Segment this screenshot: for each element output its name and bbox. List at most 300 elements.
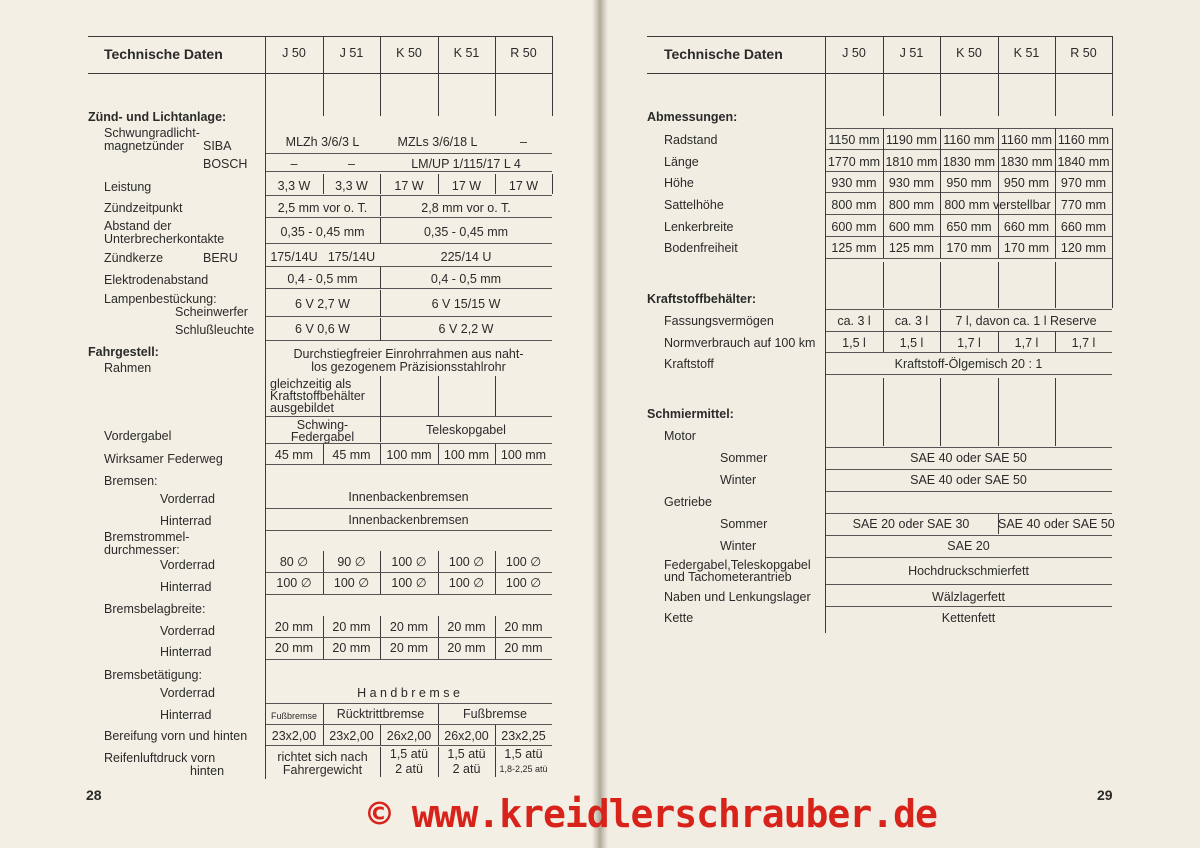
cell-value: 80 ∅ (279, 555, 309, 569)
section-heading: Fahrgestell: (88, 345, 159, 359)
cell-value: Innenbackenbremsen (348, 490, 469, 504)
column-divider (265, 73, 266, 779)
cell-value: – (520, 135, 527, 149)
cell-value: H a n d b r e m s e (357, 686, 460, 700)
row-label: Sommer (720, 451, 768, 465)
rule (265, 266, 552, 267)
row-label: Hinterrad (160, 645, 212, 659)
cell-value: 1190 mm (885, 133, 938, 147)
column-divider (825, 73, 826, 633)
cell-value: Schwing- (296, 418, 349, 432)
rule (265, 316, 552, 317)
cell-value: Federgabel (290, 430, 355, 444)
row-label: Motor (664, 429, 696, 443)
cell-value: 3,3 W (335, 179, 368, 193)
table-title: Technische Daten (104, 46, 223, 62)
row-label: hinten (190, 764, 225, 778)
column-divider (940, 378, 941, 446)
row-label: magnetzünder (104, 139, 184, 153)
row-label: Getriebe (664, 495, 712, 509)
cell-value: 23x2,00 (271, 729, 317, 743)
cell-value: 930 mm (831, 176, 877, 190)
row-label: Hinterrad (160, 708, 212, 722)
cell-value: Kettenfett (941, 611, 996, 625)
column-divider (940, 36, 941, 116)
column-divider (380, 196, 381, 216)
column-divider (380, 376, 381, 416)
row-label: Abstand der (104, 219, 172, 233)
row-label: Federgabel,Teleskopgabel (664, 558, 811, 572)
column-divider (380, 551, 381, 595)
column-divider (1055, 36, 1056, 116)
cell-value: 7 l, davon ca. 1 l Reserve (955, 314, 1097, 328)
rule (825, 469, 1112, 470)
cell-value: 600 mm (888, 220, 935, 234)
column-divider (438, 551, 439, 595)
row-label: Vorderrad (160, 624, 215, 638)
column-divider (940, 310, 941, 352)
column-divider (495, 725, 496, 745)
rule (265, 530, 552, 531)
column-divider (438, 704, 439, 724)
cell-value: 20 mm (332, 620, 371, 634)
cell-value: 1840 mm (1057, 155, 1110, 169)
rule (825, 374, 1112, 375)
book-spine (592, 0, 608, 848)
column-divider (1055, 128, 1056, 258)
cell-value: 20 mm (389, 620, 429, 634)
rule (265, 288, 552, 289)
row-label: Elektrodenabstand (104, 273, 209, 287)
rule (825, 236, 1112, 237)
cell-value: 650 mm (946, 220, 992, 234)
cell-value: 100 mm (386, 448, 432, 462)
cell-value: 26x2,00 (444, 729, 489, 743)
column-divider (438, 616, 439, 660)
cell-value: 2 atü (452, 762, 481, 776)
row-label: Reifenluftdruck vorn (104, 751, 216, 765)
rule (825, 557, 1112, 558)
cell-value: 170 mm (946, 241, 992, 255)
rule (265, 243, 552, 244)
rule (265, 745, 552, 746)
rule (265, 508, 552, 509)
column-divider (998, 514, 999, 534)
model-header: K 51 (1013, 46, 1040, 60)
cell-value: 950 mm (946, 176, 992, 190)
cell-value: 1,5 atü (389, 747, 429, 761)
cell-value: 100 ∅ (505, 555, 542, 569)
cell-value: 100 ∅ (448, 555, 485, 569)
cell-value: 20 mm (504, 641, 543, 655)
cell-value: 800 mm (888, 198, 935, 212)
cell-value: 20 mm (274, 620, 314, 634)
column-divider (438, 376, 439, 416)
column-divider (380, 725, 381, 745)
row-label: Fassungsvermögen (664, 314, 774, 328)
cell-value: 23x2,00 (329, 729, 374, 743)
column-divider (1112, 36, 1113, 116)
cell-value: 6 V 15/15 W (431, 297, 501, 311)
column-divider (380, 36, 381, 116)
model-header: K 50 (396, 46, 422, 60)
cell-value: SAE 40 oder SAE 50 (910, 473, 1027, 487)
cell-value: 0,4 - 0,5 mm (287, 272, 358, 286)
cell-value: 45 mm (332, 448, 371, 462)
cell-value: 23x2,25 (501, 729, 546, 743)
cell-value: 0,4 - 0,5 mm (430, 272, 502, 286)
cell-value: SAE 40 oder SAE 50 (998, 517, 1115, 531)
column-divider (495, 174, 496, 194)
model-header: R 50 (1070, 46, 1097, 60)
row-label: Winter (720, 473, 757, 487)
cell-value: 100 mm (500, 448, 547, 462)
cell-value: 660 mm (1060, 220, 1107, 234)
cell-value: 45 mm (274, 448, 314, 462)
column-divider (438, 36, 439, 116)
model-header: J 51 (899, 46, 924, 60)
rule (825, 535, 1112, 536)
rule (825, 606, 1112, 607)
column-divider (323, 36, 324, 116)
cell-value: 1,7 l (957, 336, 981, 350)
row-label: Hinterrad (160, 580, 212, 594)
column-divider (495, 444, 496, 464)
rule (825, 214, 1112, 215)
column-divider (495, 551, 496, 595)
row-label: Bereifung vorn und hinten (104, 729, 248, 743)
cell-value: 26x2,00 (386, 729, 432, 743)
cell-value: 1,5 l (899, 336, 924, 350)
row-label: Höhe (664, 176, 694, 190)
column-divider (323, 704, 324, 724)
cell-value: 800 mm verstellbar (944, 198, 1051, 212)
column-divider (438, 725, 439, 745)
cell-value: 20 mm (389, 641, 429, 655)
cell-value: SAE 20 (947, 539, 990, 553)
column-divider (495, 36, 496, 116)
cell-value: 1830 mm (1000, 155, 1053, 169)
cell-value: 1150 mm (828, 133, 880, 147)
row-label: Vordergabel (104, 429, 172, 443)
cell-value: 1810 mm (885, 155, 938, 169)
column-divider (380, 218, 381, 244)
row-label: Kette (664, 611, 694, 625)
cell-value: 2,8 mm vor o. T. (421, 201, 511, 215)
cell-value: 17 W (451, 179, 482, 193)
column-divider (495, 616, 496, 660)
rule (265, 464, 552, 465)
column-divider (1055, 262, 1056, 308)
row-label: Sattelhöhe (664, 198, 724, 212)
page-number: 28 (86, 787, 102, 803)
cell-value: 100 ∅ (276, 576, 312, 590)
cell-value: ca. 3 l (837, 314, 871, 328)
rule (825, 584, 1112, 585)
rule (265, 217, 552, 218)
row-label: Kraftstoff (664, 357, 714, 371)
section-heading: Kraftstoffbehälter: (647, 292, 757, 306)
cell-value: 0,35 - 0,45 mm (423, 225, 509, 239)
column-divider (380, 290, 381, 317)
cell-value: Wälzlagerfett (932, 590, 1005, 604)
model-header: K 51 (453, 46, 480, 60)
table-title: Technische Daten (664, 46, 783, 62)
cell-value: 1160 mm (1057, 133, 1110, 147)
row-label: Sommer (720, 517, 768, 531)
cell-value: SAE 40 oder SAE 50 (910, 451, 1027, 465)
cell-value: 125 mm (888, 241, 935, 255)
rule (265, 340, 552, 341)
rule (825, 171, 1112, 172)
model-header: J 50 (842, 46, 866, 60)
cell-value: 950 mm (1003, 176, 1050, 190)
column-divider (380, 318, 381, 341)
row-label: Wirksamer Federweg (104, 452, 223, 466)
row-label: Vorderrad (160, 686, 215, 700)
cell-value: 800 mm (831, 198, 877, 212)
row-label: Winter (720, 539, 757, 553)
column-divider (380, 267, 381, 289)
cell-value: Hochdruckschmierfett (908, 564, 1029, 578)
cell-value: Rücktrittbremse (336, 707, 425, 721)
cell-value: MLZh 3/6/3 L (285, 135, 360, 149)
rule (647, 73, 1112, 74)
rule (825, 513, 1112, 514)
page-number: 29 (1097, 787, 1113, 803)
column-divider (438, 747, 439, 777)
cell-value: – (290, 157, 298, 171)
cell-value: 100 ∅ (505, 576, 542, 590)
cell-value: 1160 mm (1000, 133, 1053, 147)
rule (88, 73, 552, 74)
column-divider (323, 551, 324, 595)
column-divider (883, 378, 884, 446)
row-label: Länge (664, 155, 699, 169)
row-label: Leistung (104, 180, 152, 194)
row-label: Lampenbestückung: (104, 292, 217, 306)
rule (825, 491, 1112, 492)
cell-value: 1,5 atü (504, 747, 543, 761)
column-divider (883, 128, 884, 258)
cell-value: 20 mm (332, 641, 371, 655)
column-divider (323, 444, 324, 464)
cell-value: 225/14 U (440, 250, 492, 264)
cell-value: 100 ∅ (391, 555, 427, 569)
rule (88, 36, 552, 37)
row-label: Zündzeitpunkt (104, 201, 183, 215)
cell-value: 660 mm (1003, 220, 1050, 234)
row-label: BERU (203, 251, 238, 265)
column-divider (438, 174, 439, 194)
model-header: R 50 (510, 46, 537, 60)
column-divider (552, 36, 553, 116)
rule (265, 724, 552, 725)
cell-value: 100 ∅ (391, 576, 427, 590)
cell-value: 1,5 l (842, 336, 866, 350)
cell-value: Innenbackenbremsen (348, 513, 469, 527)
rule (265, 153, 552, 154)
cell-value: 6 V 2,2 W (438, 322, 494, 336)
column-divider (495, 747, 496, 777)
cell-value: los gezogenem Präzisionsstahlrohr (311, 360, 506, 374)
rule (825, 447, 1112, 448)
column-divider (998, 262, 999, 308)
row-label: BOSCH (203, 157, 248, 171)
model-header: J 50 (282, 46, 306, 60)
cell-value: 175/14U (327, 250, 376, 264)
rule (265, 703, 552, 704)
column-divider (380, 174, 381, 194)
cell-value: 17 W (394, 179, 424, 193)
column-divider (323, 616, 324, 660)
cell-value: 20 mm (447, 620, 486, 634)
rule (647, 36, 1112, 37)
cell-value: Fahrergewicht (282, 763, 363, 777)
cell-value: 90 ∅ (337, 555, 366, 569)
cell-value: 2 atü (395, 762, 423, 776)
column-divider (998, 331, 999, 352)
cell-value: MZLs 3/6/18 L (397, 135, 478, 149)
column-divider (883, 310, 884, 352)
cell-value: 1,7 l (1014, 336, 1039, 350)
cell-value: 970 mm (1060, 176, 1107, 190)
cell-value: 100 ∅ (333, 576, 370, 590)
row-label: Vorderrad (160, 492, 215, 506)
rule (265, 572, 552, 573)
column-divider (1055, 378, 1056, 446)
cell-value: 175/14U (270, 250, 318, 264)
cell-value: 1,8-2,25 atü (499, 764, 548, 774)
row-label: Zündkerze (104, 251, 164, 265)
row-label: Normverbrauch auf 100 km (664, 336, 816, 350)
column-divider (380, 616, 381, 660)
row-label: SIBA (203, 139, 232, 153)
column-divider (998, 378, 999, 446)
column-divider (323, 725, 324, 745)
rule (825, 149, 1112, 150)
row-label: Bremsbelagbreite: (104, 602, 206, 616)
row-label: Vorderrad (160, 558, 215, 572)
cell-value: 2,5 mm vor o. T. (277, 201, 368, 215)
cell-value: 1,7 l (1071, 336, 1096, 350)
cell-value: 6 V 0,6 W (295, 322, 350, 336)
section-heading: Zünd- und Lichtanlage: (88, 110, 227, 124)
column-divider (940, 262, 941, 308)
column-divider (883, 262, 884, 308)
cell-value: Fußbremse (270, 711, 317, 721)
cell-value: Teleskopgabel (426, 423, 506, 437)
column-divider (1112, 128, 1113, 308)
cell-value: ausgebildet (270, 401, 334, 415)
model-header: J 51 (339, 46, 364, 60)
cell-value: 20 mm (504, 620, 543, 634)
column-divider (998, 36, 999, 116)
column-divider (883, 36, 884, 116)
column-divider (552, 174, 553, 194)
cell-value: ca. 3 l (894, 314, 929, 328)
cell-value: 930 mm (888, 176, 935, 190)
cell-value: 770 mm (1060, 198, 1107, 212)
rule (825, 192, 1112, 193)
cell-value: 0,35 - 0,45 mm (280, 225, 365, 239)
cell-value: 600 mm (831, 220, 877, 234)
cell-value: 20 mm (447, 641, 486, 655)
column-divider (438, 444, 439, 464)
rule (825, 331, 1112, 332)
column-divider (380, 444, 381, 464)
cell-value: 1,5 atü (447, 747, 486, 761)
column-divider (1055, 331, 1056, 352)
row-label: durchmesser: (104, 543, 180, 557)
rule (265, 637, 552, 638)
rule (825, 128, 1112, 129)
row-label: Scheinwerfer (175, 305, 248, 319)
rule (265, 416, 552, 417)
cell-value: 20 mm (274, 641, 314, 655)
column-divider (380, 747, 381, 777)
rule (825, 352, 1112, 353)
row-label: Lenkerbreite (664, 220, 734, 234)
cell-value: 125 mm (831, 241, 877, 255)
cell-value: 120 mm (1060, 241, 1107, 255)
cell-value: 3,3 W (277, 179, 311, 193)
row-label: Unterbrecherkontakte (104, 232, 225, 246)
rule (825, 258, 1112, 259)
cell-value: 100 ∅ (448, 576, 485, 590)
cell-value: LM/UP 1/115/17 L 4 (411, 157, 521, 171)
row-label: Radstand (664, 133, 718, 147)
column-divider (323, 174, 324, 194)
cell-value: Fußbremse (463, 707, 527, 721)
model-header: K 50 (956, 46, 982, 60)
column-divider (495, 376, 496, 416)
cell-value: 1160 mm (943, 133, 995, 147)
row-label: Bodenfreiheit (664, 241, 738, 255)
watermark: © www.kreidlerschrauber.de (368, 792, 937, 836)
row-label: Bremsen: (104, 474, 158, 488)
cell-value: 170 mm (1003, 241, 1050, 255)
cell-value: – (348, 157, 355, 171)
cell-value: 1830 mm (942, 155, 996, 169)
cell-value: 1770 mm (827, 155, 881, 169)
row-label: Schlußleuchte (175, 323, 255, 337)
rule (265, 443, 552, 444)
cell-value: 17 W (508, 179, 539, 193)
row-label: Bremsbetätigung: (104, 668, 202, 682)
rule (265, 171, 552, 172)
row-label: und Tachometerantrieb (664, 570, 792, 584)
cell-value: SAE 20 oder SAE 30 (852, 517, 970, 531)
cell-value: Kraftstoffbehälter (270, 389, 365, 403)
rule (265, 594, 552, 595)
row-label: Rahmen (104, 361, 152, 375)
row-label: Schwungradlicht- (104, 126, 200, 140)
rule (825, 309, 1112, 310)
section-heading: Schmiermittel: (647, 407, 734, 421)
rule (265, 195, 552, 196)
cell-value: richtet sich nach (277, 750, 368, 764)
cell-value: Durchstiegfreier Einrohrrahmen aus naht- (293, 347, 524, 361)
column-divider (998, 128, 999, 258)
section-heading: Abmessungen: (647, 110, 738, 124)
row-label: Bremstrommel- (104, 530, 190, 544)
cell-value: 100 mm (443, 448, 490, 462)
row-label: Hinterrad (160, 514, 212, 528)
cell-value: 6 V 2,7 W (295, 297, 350, 311)
cell-value: gleichzeitig als (270, 377, 352, 391)
column-divider (380, 416, 381, 442)
